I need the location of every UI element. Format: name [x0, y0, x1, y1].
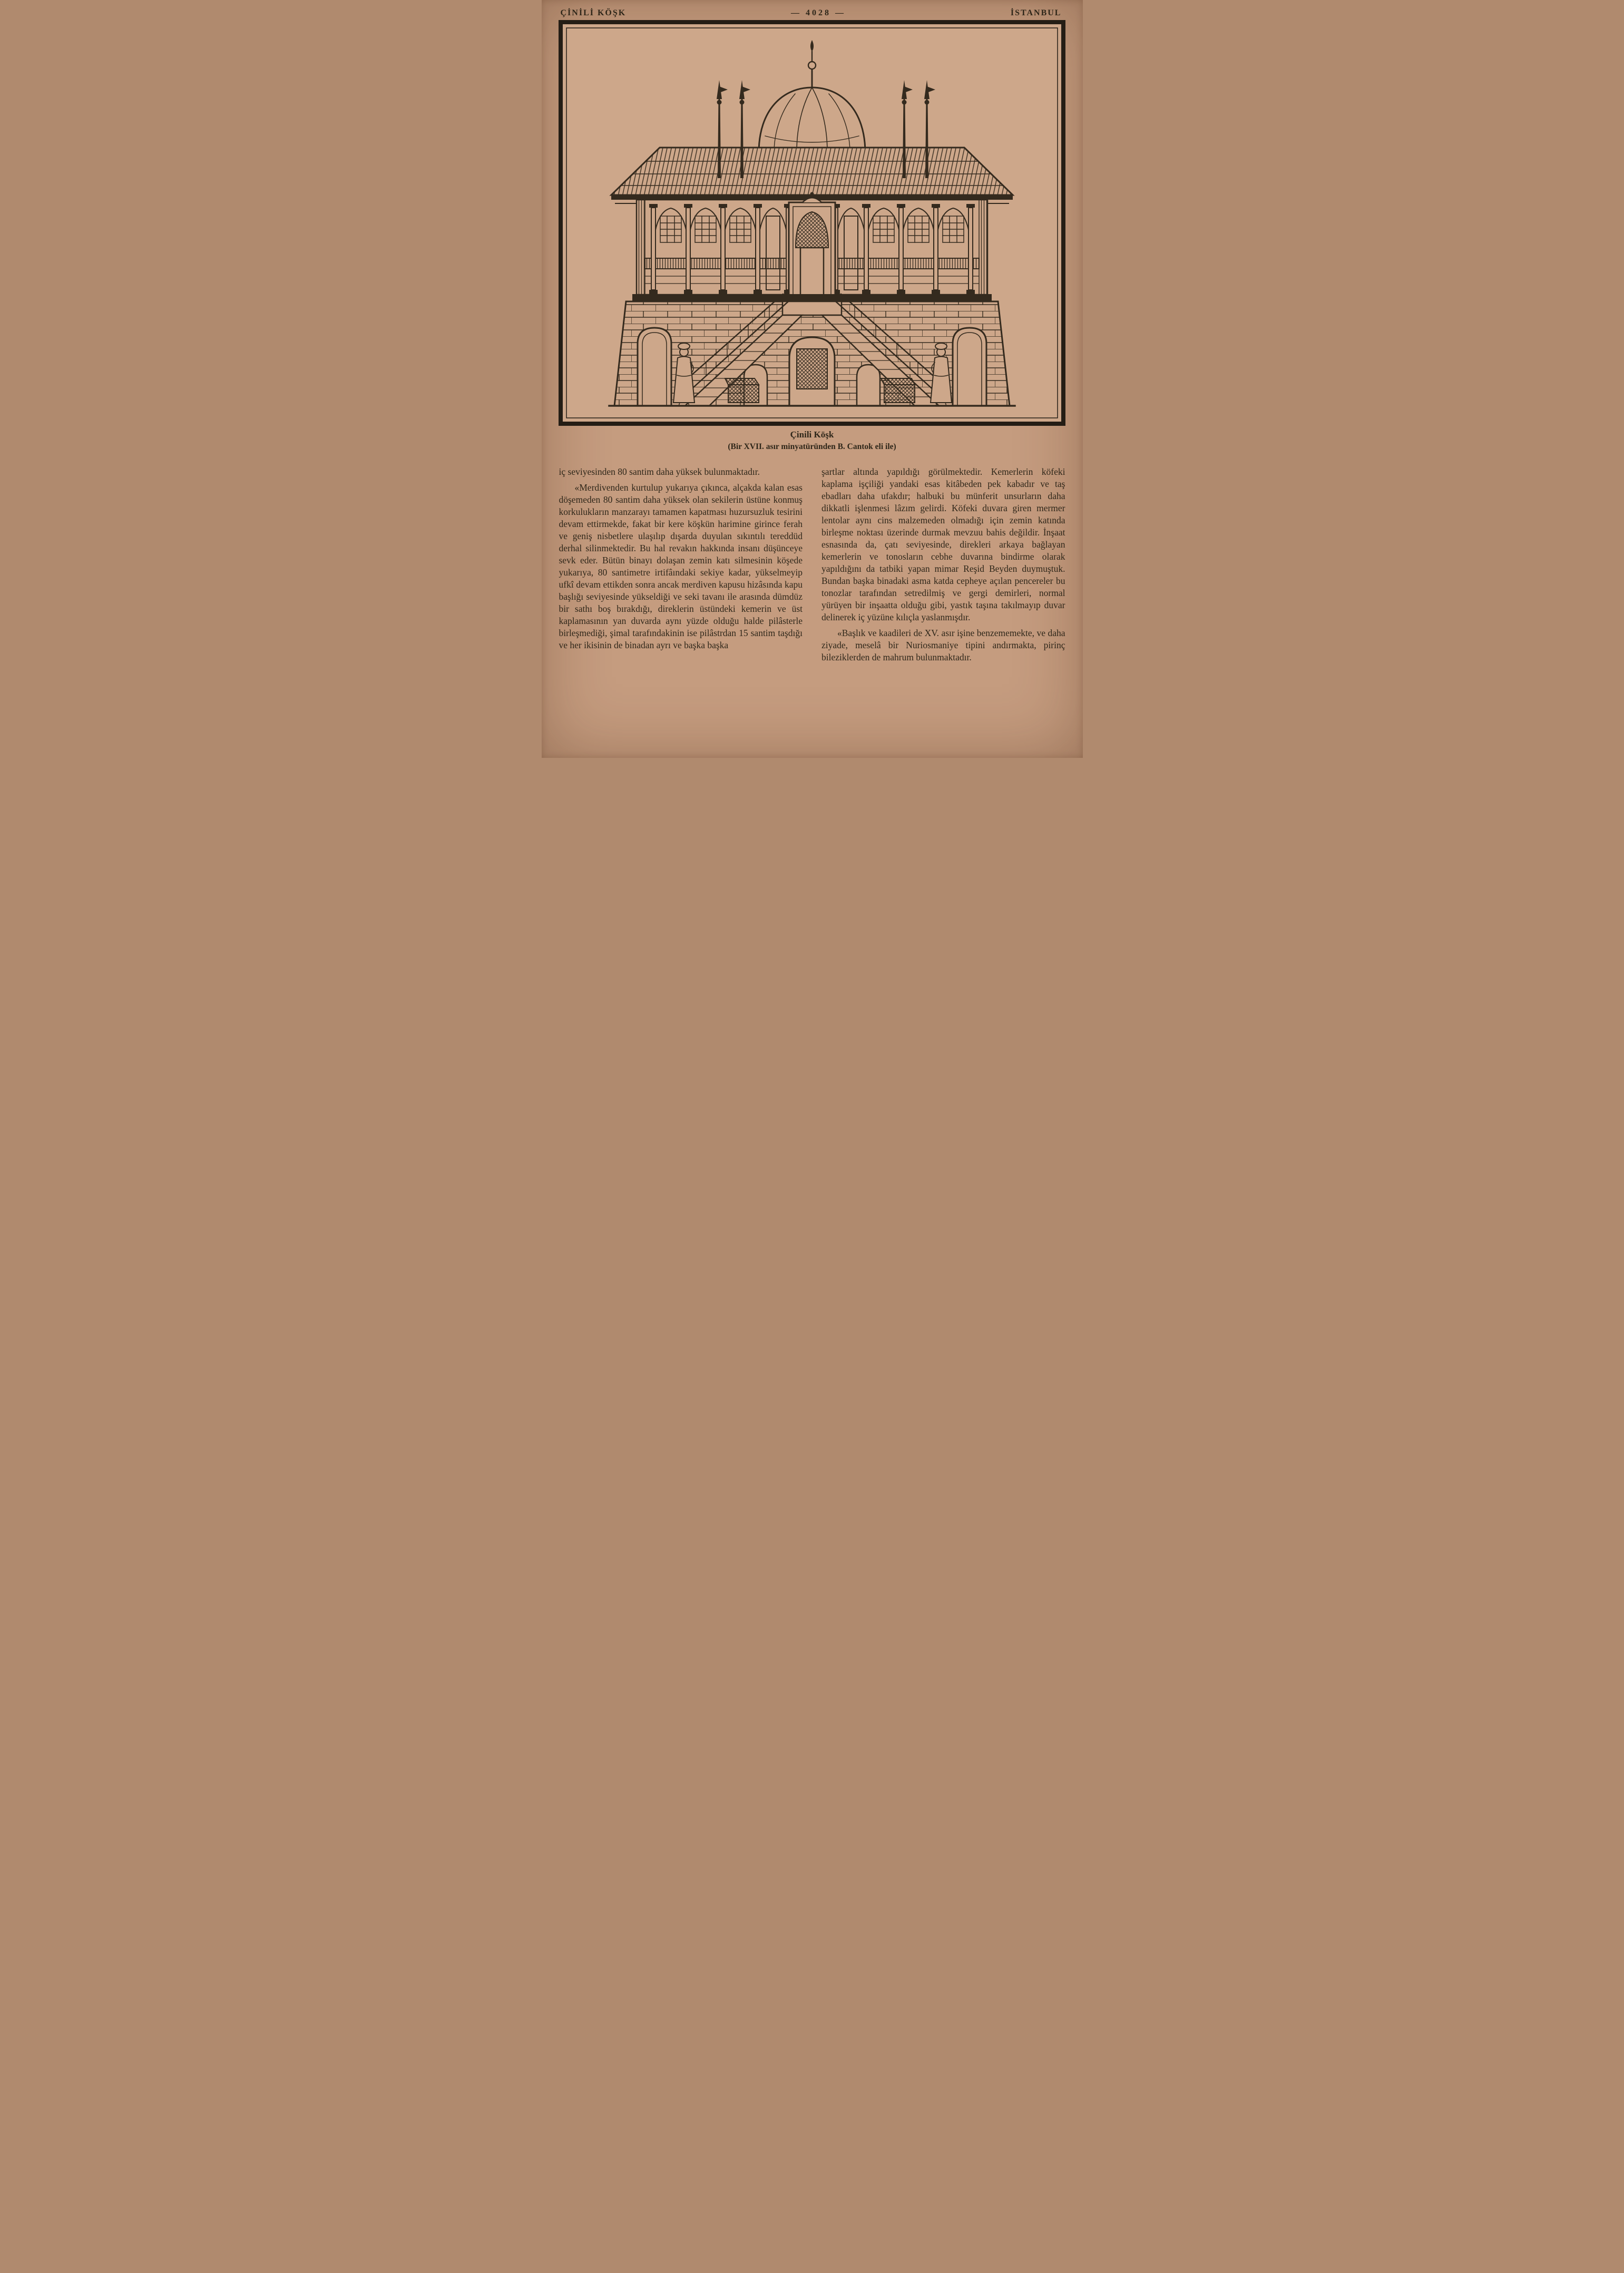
portal-door [800, 248, 824, 295]
chest-left [725, 378, 759, 403]
grille-window [797, 349, 827, 389]
chest-right [881, 378, 915, 403]
left-column [559, 466, 803, 667]
side-opening [766, 216, 780, 290]
paragraph: «Başlık ve kaadileri de XV. asır işine benzememekte, ve daha ziyade, meselâ bir Nuriosmaniye tipini andırmakta, pirinç bileziklerden de mahrum bulunmaktadır. [821, 628, 1065, 662]
right-doorway [953, 328, 986, 406]
paragraph: «Merdivenden kurtulup yukarıya çıkınca, alçakda kalan esas döşemeden 80 santim daha yüksek olan sekilerin üstüne konmuş korkulukların manzarayı tamamen kapatması huzursuzluk tesirini devam ettirmekde, fakat bir kere köşkün harimine girince ferah ve geniş nisbetlere ulaşılıp dışarda duyulan sıkıntılı tereddüd derhal silinmektedir. Bu hal revakın hakkında insanı düşünceye sevk eder. Bütün binayı dolaşan zemin katı silmesinin köşede yukarıya, 80 santimetre irtifâındaki sekiye kadar, yükselmeyip ufkî devam ettikden sonra ancak merdiven kapusu hizâsında kapu başlığı seviyesinde yükseldiği ve seki tavanı ile arasında dümdüz bir sathı boş bırakdığı, direklerin üstündeki kemerin ve üst kaplamasının yan duvarda aynı yüzde olduğu halde pilâsterle birleşmediği, şimal tarafındakinin ise pilâstrdan 15 santim taşdığı ve her ikisinin de binadan ayrı ve başka başka [559, 482, 803, 650]
portal [789, 192, 835, 296]
header-article-title: ÇİNİLİ KÖŞK [560, 8, 627, 17]
roof [611, 148, 1013, 195]
running-header [561, 8, 1062, 20]
figure-caption [542, 429, 1083, 452]
header-volume-title: İSTANBUL [1010, 8, 1062, 17]
header-page-number: — 4028 — [791, 8, 846, 17]
figure-caption-title: Çinili Köşk [790, 430, 834, 440]
side-opening [844, 216, 858, 290]
right-column [821, 466, 1065, 667]
paragraph: iç seviyesinden 80 santim daha yüksek bulunmaktadır. [559, 466, 760, 477]
paragraph: şartlar altında yapıldığı görülmektedir. Kemerlerin köfeki kaplama işçiliği yandaki esas kitâbeden pek kabadır ve taş ebadları daha ufakdır; halbuki bu münferit unsurların daha dikkatli işlenmesi lâzım gelirdi. Köfeki duvara giren mermer lentolar aynı cins malzemeden olmadığı için zemin katında birleşme noktası üzerinde durmak mevzuu bahis değildir. İnşaat esnasında da, çatı seviyesinde, direkleri arkaya bağlayan kemerlerin ve tonosların cebhe duvarına bindirme olarak yapıldığını da tatbiki yapan mimar Reşid Beyden duymuştuk. Bundan başka binadaki asma katda cepheye açılan pencereler bu tonozlar tarafından setredilmiş ve gergi demirleri, normal yürüyen bir inşaatta olduğu gibi, yastık taşına takılmayıp duvar delinerek iç yüzüne kılıçla yaslanmışdır. [821, 466, 1065, 622]
encyclopedia-page [542, 0, 1083, 758]
article-body [559, 466, 1065, 667]
engraving-figure [559, 20, 1065, 426]
left-doorway [638, 328, 671, 406]
floor-band [632, 294, 992, 301]
cinili-kosk-engraving [559, 20, 1065, 426]
figure-caption-subtitle: (Bir XVII. asır minyatüründen B. Cantok eli ile) [728, 442, 896, 452]
